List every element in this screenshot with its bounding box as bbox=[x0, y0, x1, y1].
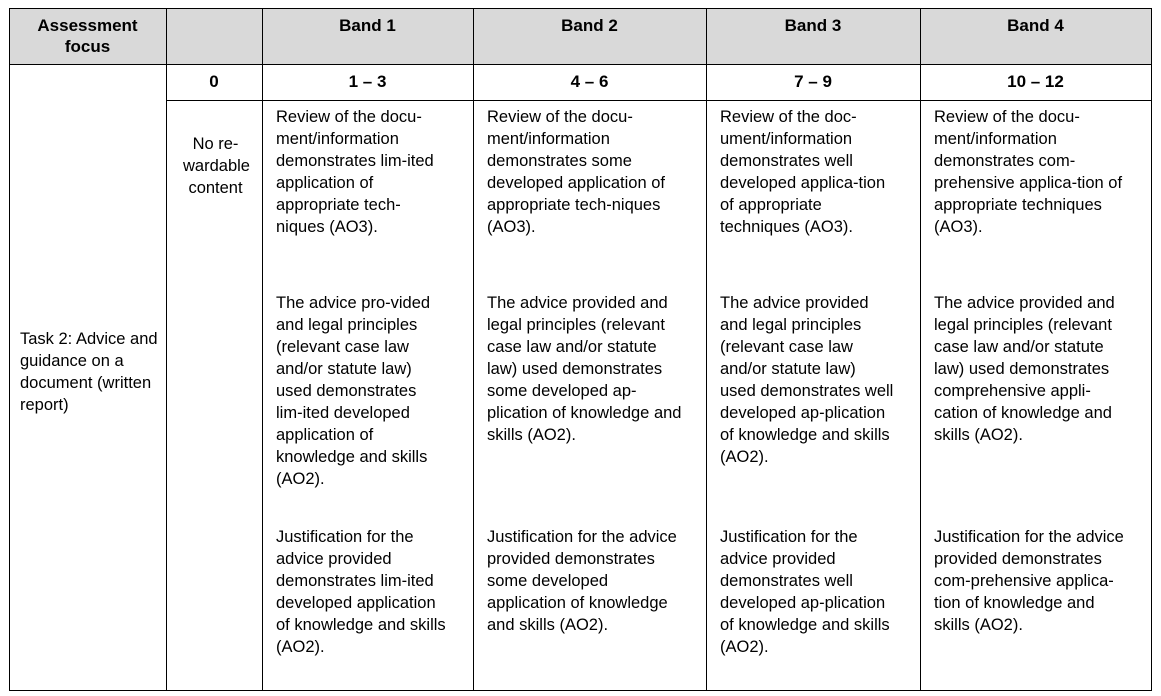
band-4-advice-text: The advice provided and legal principles (relevant case law and/or statute law) used demonstrates comprehensive appli-cation of knowledge and skills (AO2). bbox=[934, 294, 1115, 444]
band-2-review-text: Review of the docu-ment/information demonstrates some developed application of appropriate tech-niques (AO3). bbox=[487, 108, 665, 236]
header-band-1: Band 1 bbox=[262, 8, 473, 64]
score-band-2: 4 – 6 bbox=[570, 72, 609, 91]
band-1-advice-text: The advice pro-vided and legal principles (relevant case law and/or statute law) used demonstrates lim-ited developed application of knowledge and skills (AO2). bbox=[276, 294, 431, 488]
header-divider bbox=[9, 64, 1152, 65]
column-divider-3 bbox=[473, 8, 474, 691]
band-4-review-text: Review of the docu-ment/information demonstrates com-prehensive applica-tion of appropriate techniques (AO3). bbox=[934, 108, 1123, 236]
band-3-advice-text: The advice provided and legal principles (relevant case law and/or statute law) used demonstrates well developed ap-plication of knowledge and skills (AO2). bbox=[720, 294, 894, 466]
band-1-description bbox=[262, 100, 473, 690]
score-zero: 0 bbox=[209, 72, 219, 91]
band-4-description bbox=[920, 100, 1151, 690]
band-2-advice-text: The advice provided and legal principles (relevant case law and/or statute law) used demonstrates some developed ap-plication of knowledge and skills (AO2). bbox=[487, 294, 682, 444]
header-band-2: Band 2 bbox=[473, 8, 706, 64]
header-band-3: Band 3 bbox=[706, 8, 920, 64]
band-2-justification-text: Justification for the advice provided demonstrates some developed application of knowledge and skills (AO2). bbox=[487, 528, 677, 634]
column-divider-2 bbox=[262, 8, 263, 691]
header-assessment-focus: Assessment focus bbox=[9, 8, 166, 64]
band-3-review-text: Review of the doc-ument/information demonstrates well developed applica-tion of appropriate techniques (AO3). bbox=[720, 108, 886, 236]
band-1-justification-text: Justification for the advice provided demonstrates lim-ited developed application of knowledge and skills (AO2). bbox=[276, 528, 446, 656]
score-band-1: 1 – 3 bbox=[348, 72, 387, 91]
band-4-justification-text: Justification for the advice provided demonstrates com-prehensive applica-tion of knowledge and skills (AO2). bbox=[934, 528, 1124, 634]
score-divider bbox=[166, 100, 1152, 101]
table-border-right bbox=[1151, 8, 1152, 691]
table-border-left bbox=[9, 8, 10, 691]
band-2-description bbox=[473, 100, 706, 690]
task-description: Task 2: Advice and guidance on a document (written report) bbox=[20, 330, 158, 414]
column-divider-4 bbox=[706, 8, 707, 691]
column-divider-1 bbox=[166, 8, 167, 691]
score-band-3: 7 – 9 bbox=[794, 72, 832, 91]
score-band-4: 10 – 12 bbox=[1007, 72, 1064, 91]
table-border-top bbox=[9, 8, 1152, 9]
table-border-bottom bbox=[9, 690, 1152, 691]
header-band-4: Band 4 bbox=[920, 8, 1151, 64]
band-1-review-text: Review of the docu-ment/information demonstrates lim-ited application of appropriate tech-niques (AO3). bbox=[276, 108, 434, 236]
band-3-justification-text: Justification for the advice provided demonstrates well developed ap-plication of knowledge and skills (AO2). bbox=[720, 528, 890, 656]
column-divider-5 bbox=[920, 8, 921, 691]
zero-band-description: No re-wardable content bbox=[183, 135, 250, 197]
header-score-blank bbox=[166, 8, 262, 64]
band-3-description bbox=[706, 100, 920, 690]
